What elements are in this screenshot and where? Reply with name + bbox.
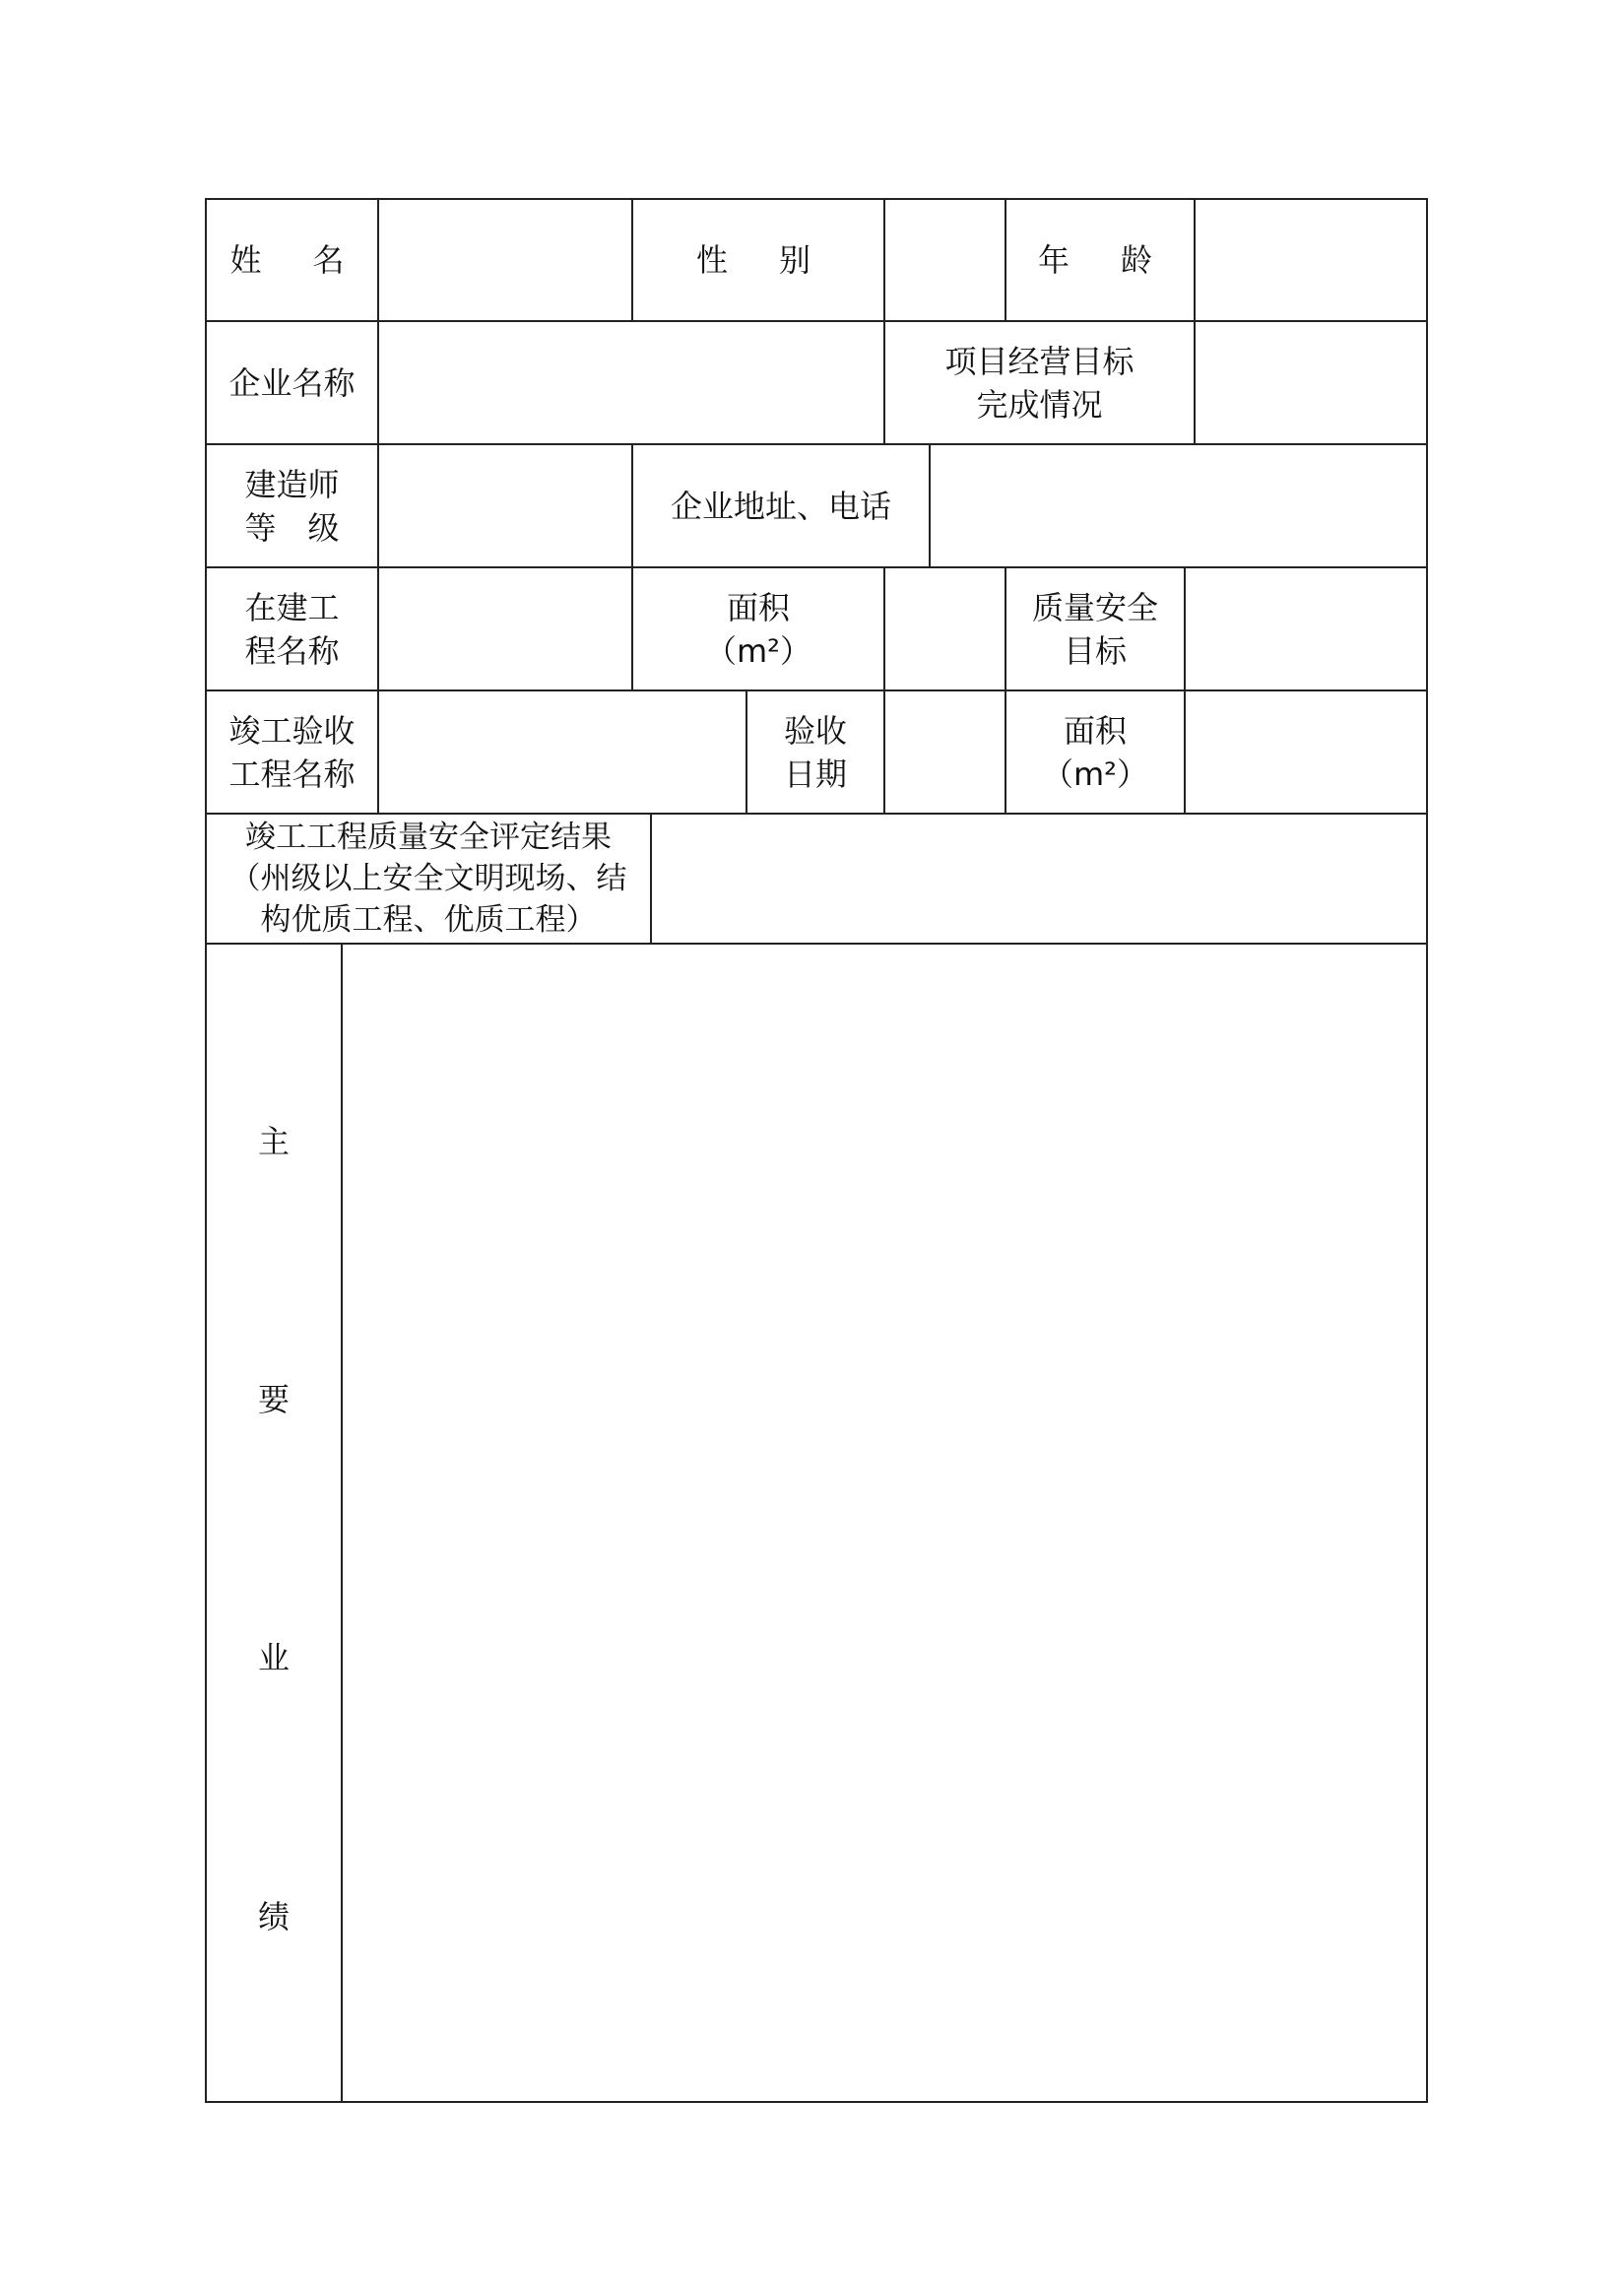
age-label-text: 年 龄	[1037, 241, 1162, 279]
acceptance-date-label-line1: 验收	[783, 711, 847, 750]
area-label	[633, 568, 883, 689]
quality-evaluation-label	[207, 815, 650, 943]
main-achievements-char-2: 要	[257, 1381, 290, 1418]
completed-project-label-line1: 竣工验收	[228, 711, 356, 750]
gender-label-text: 性 别	[695, 241, 820, 279]
quality-safety-target-label	[1006, 568, 1184, 689]
quality-safety-target-field[interactable]	[1186, 568, 1426, 689]
quality-evaluation-label-line3: 构优质工程、优质工程）	[260, 902, 597, 938]
completed-project-label	[207, 691, 377, 813]
name-label	[207, 200, 377, 320]
main-achievements-char-4: 绩	[257, 1898, 290, 1935]
company-name-field[interactable]	[379, 322, 883, 443]
name-label-text: 姓 名	[229, 241, 355, 279]
gender-field[interactable]	[885, 200, 1005, 320]
constructor-grade-field[interactable]	[379, 445, 631, 566]
acceptance-date-field[interactable]	[885, 691, 1005, 813]
ongoing-project-label-line2: 程名称	[244, 631, 340, 670]
company-name-label-text: 企业名称	[228, 363, 356, 402]
completed-area-label-line1: 面积	[1063, 711, 1127, 750]
completed-project-field[interactable]	[379, 691, 746, 813]
business-target-field[interactable]	[1196, 322, 1426, 443]
quality-evaluation-label-line2: （州级以上安全文明现场、结	[229, 861, 627, 896]
company-address-field[interactable]	[931, 445, 1426, 566]
business-target-label-line1: 项目经营目标	[944, 342, 1135, 380]
quality-safety-target-label-line1: 质量安全	[1031, 588, 1158, 626]
ongoing-project-label-line1: 在建工	[244, 588, 340, 626]
completed-area-label	[1006, 691, 1184, 813]
age-field[interactable]	[1196, 200, 1426, 320]
gender-label	[633, 200, 883, 320]
business-target-label-line2: 完成情况	[976, 385, 1103, 424]
quality-safety-target-label-line2: 目标	[1063, 631, 1127, 670]
acceptance-date-label	[747, 691, 883, 813]
name-field[interactable]	[379, 200, 631, 320]
acceptance-date-label-line2: 日期	[783, 754, 847, 793]
ongoing-project-label	[207, 568, 377, 689]
main-achievements-field[interactable]	[343, 945, 1426, 2101]
completed-area-label-line2: （m²）	[1041, 754, 1148, 793]
main-achievements-char-3: 业	[257, 1639, 290, 1676]
company-address-label	[633, 445, 929, 566]
main-achievements-char-1: 主	[257, 1123, 290, 1160]
constructor-grade-label-line1: 建造师	[244, 465, 340, 503]
constructor-grade-label-line2: 等 级	[244, 508, 340, 547]
company-address-label-text: 企业地址、电话	[670, 487, 891, 525]
quality-evaluation-label-line1: 竣工工程质量安全评定结果	[245, 820, 612, 855]
area-label-line2: （m²）	[704, 631, 811, 670]
area-label-line1: 面积	[726, 588, 790, 626]
age-label	[1006, 200, 1194, 320]
area-field[interactable]	[885, 568, 1005, 689]
completed-project-label-line2: 工程名称	[228, 754, 356, 793]
ongoing-project-field[interactable]	[379, 568, 631, 689]
business-target-label	[885, 322, 1194, 443]
company-name-label	[207, 322, 377, 443]
completed-area-field[interactable]	[1186, 691, 1426, 813]
constructor-grade-label	[207, 445, 377, 566]
quality-evaluation-field[interactable]	[652, 815, 1426, 943]
